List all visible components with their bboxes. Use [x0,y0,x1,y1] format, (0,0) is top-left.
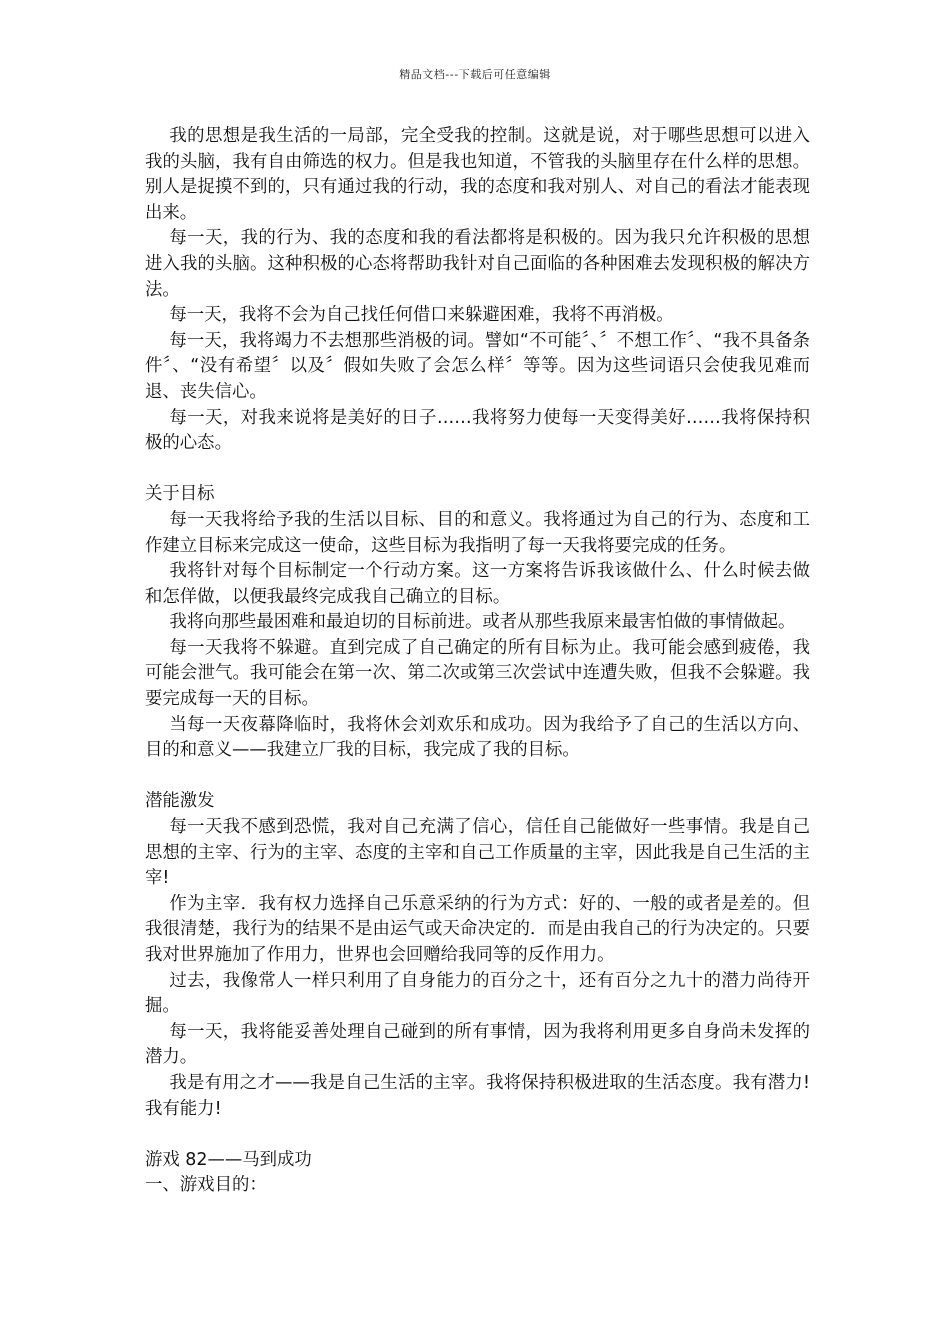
paragraph: 我将向那些最困难和最迫切的目标前进。或者从那些我原来最害怕做的事情做起。 [169,612,796,633]
paragraph: 作为主宰．我有权力选择自己乐意采纳的行为方式：好的、一般的或者是差的。但我很清楚，我行为的结果不是由运气或天命决定的．而是由我自己的行为决定的。只要我对世界施加了作用力，世界也会回赠给我同等的反作用力。 [145,893,810,965]
paragraph: 每一天，我的行为、我的态度和我的看法都将是积极的。因为我只允许积极的思想进入我的头脑。这种积极的心态将帮助我针对自己面临的各种困难去发现积极的解决方法。 [145,228,810,300]
paragraph: 每一天我不感到恐慌，我对自己充满了信心，信任自己能做好一些事情。我是自己思想的主宰、行为的主宰、态度的主宰和自己工作质量的主宰，因此我是自己生活的主宰! [145,817,810,889]
subsection-heading: 一、游戏目的： [145,1175,267,1196]
paragraph: 当每一天夜幕降临时，我将休会刘欢乐和成功。因为我给予了自己的生活以方向、目的和意义——我建立厂我的目标，我完成了我的目标。 [145,714,810,761]
section-heading-potential: 潜能激发 [145,791,215,812]
paragraph: 每一天我将不躲避。直到完成了自己确定的所有目标为止。我可能会感到疲倦，我可能会泄气。我可能会在第一次、第二次或第三次尝试中连遭失败，但我不会躲避。我要完成每一天的目标。 [145,637,810,710]
section-heading-game: 游戏 82——马到成功 [145,1149,312,1170]
blank-line [145,1122,810,1148]
paragraph: 每一天我将给予我的生活以目标、目的和意义。我将通过为自己的行为、态度和工作建立目标来完成这一使命，这些目标为我指明了每一天我将要完成的任务。 [145,509,810,556]
paragraph: 我将针对每个目标制定一个行动方案。这一方案将告诉我该做什么、什么时候去做和怎佯做，以便我最终完成我自己确立的目标。 [145,561,810,607]
paragraph: 我是有用之才——我是自己生活的主宰。我将保持积极进取的生活态度。我有潜力!我有能力! [145,1072,810,1119]
section-heading-goals: 关于目标 [145,484,215,505]
blank-line [145,764,810,790]
blank-line [145,457,810,483]
page-header: 精品文档---下载后可任意编辑 [399,68,551,81]
paragraph: 每一天，我将能妥善处理自己碰到的所有事情，因为我将利用更多自身尚未发挥的潜力。 [145,1021,810,1068]
paragraph: 每一天，对我来说将是美好的日子……我将努力使每一天变得美好……我将保持积极的心态。 [145,407,810,454]
document-body [145,124,810,1199]
paragraph: 我的思想是我生活的一局部，完全受我的控制。这就是说，对于哪些思想可以进入我的头脑，我有自由筛选的权力。但是我也知道，不管我的头脑里存在什么样的思想。别人是捉摸不到的，只有通过我的行动，我的态度和我对别人、对自己的看法才能表现出来。 [145,126,810,223]
paragraph: 过去，我像常人一样只利用了自身能力的百分之十，还有百分之九十的潜力尚待开掘。 [145,970,810,1017]
paragraph: 每一天，我将竭力不去想那些消极的词。譬如“不可能〞、〞不想工作〞、“我不具备条件〞、“没有希望〞以及〞假如失败了会怎么样〞等等。因为这些词语只会使我见难而退、丧失信心。 [145,330,810,402]
paragraph: 每一天，我将不会为自己找任何借口来躲避困难，我将不再消极。 [169,305,674,326]
